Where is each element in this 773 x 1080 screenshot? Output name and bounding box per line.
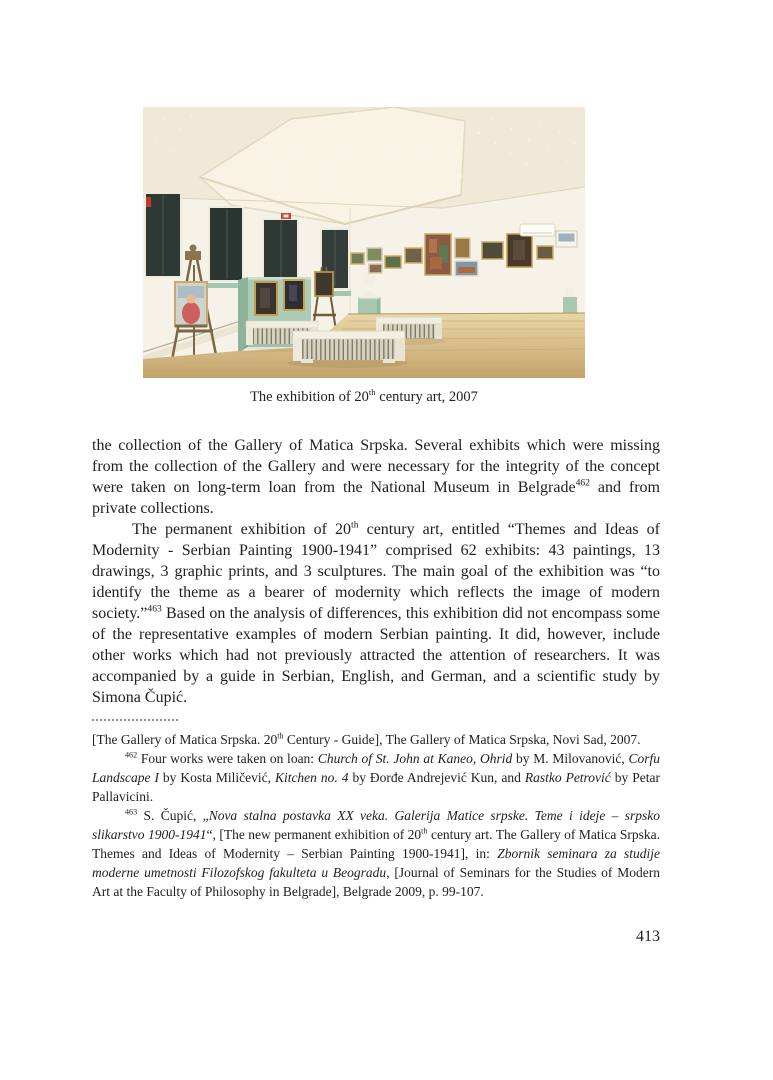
footnote-separator	[92, 719, 178, 721]
figure-caption: The exhibition of 20th century art, 2007	[250, 387, 478, 405]
fire-sign	[146, 197, 151, 207]
exit-sign	[281, 213, 291, 219]
body-text	[92, 435, 660, 708]
footnote-462: $^{462}$ Four works were taken on loan: Church of St. John at Kaneo, Ohrid by M. Milovanović, Corfu Landscape I by Kosta Miličević, Kitchen no. 4 by Đorđe Andrejević Kun, and Rastko Petrović by Petar Pallavicini.	[92, 750, 660, 804]
gallery-photo	[143, 107, 585, 378]
paragraph: the collection of the Gallery of Matica Srpska. Several exhibits which were missing from the collection of the Gallery and were necessary for the integrity of the concept were taken on long-term loan from the National Museum in Belgrade$^{462}$ and from private collections.	[92, 437, 661, 517]
gallery-photo-illustration	[143, 107, 585, 378]
paragraph: The permanent exhibition of 20th century art, entitled “Themes and Ideas of Modernity - Serbian Painting 1900-1941” comprised 62 exhibits: 43 paintings, 13 drawings, 3 graphic prints, and 3 sculptures. The main goal of the exhibition was “to identify the theme as a bearer of modernity which reflects the image of modern society.”$^{463}$ Based on the analysis of differences, this exhibition did not encompass some of the representative examples of modern Serbian painting. It did, however, include other works which had not previously attracted the attention of researchers. It was accompanied by a guide in Serbian, English, and German, and a scientific study by Simona Čupić.	[92, 519, 660, 706]
bench-center	[293, 331, 405, 363]
footnote-continued: [The Gallery of Matica Srpska. 20th Century - Guide], The Gallery of Matica Srpska, Novi Sad, 2007.	[92, 731, 641, 747]
page-number: 413	[636, 928, 660, 945]
footnote-463: $^{463}$ S. Čupić, „Nova stalna postavka XX veka. Galerija Matice srpske. Teme i ideje – srpsko slikarstvo 1900-1941“, [The new permanent exhibition of 20th century art. The Gallery of Matica Srpska. Themes and Ideas of Modernity – Serbian Painting 1900-1941], in: Zbornik seminara za studije moderne umetnosti Filozofskog fakulteta u Beogradu, [Journal of Seminars for the Studies of Modern Art at the Faculty of Philosophy in Belgrade], Belgrade 2009, p. 99-107.	[92, 807, 661, 899]
easel-left-painting	[175, 282, 207, 326]
wall-sign	[556, 231, 577, 247]
footnotes	[92, 730, 660, 901]
air-conditioner	[520, 224, 555, 236]
